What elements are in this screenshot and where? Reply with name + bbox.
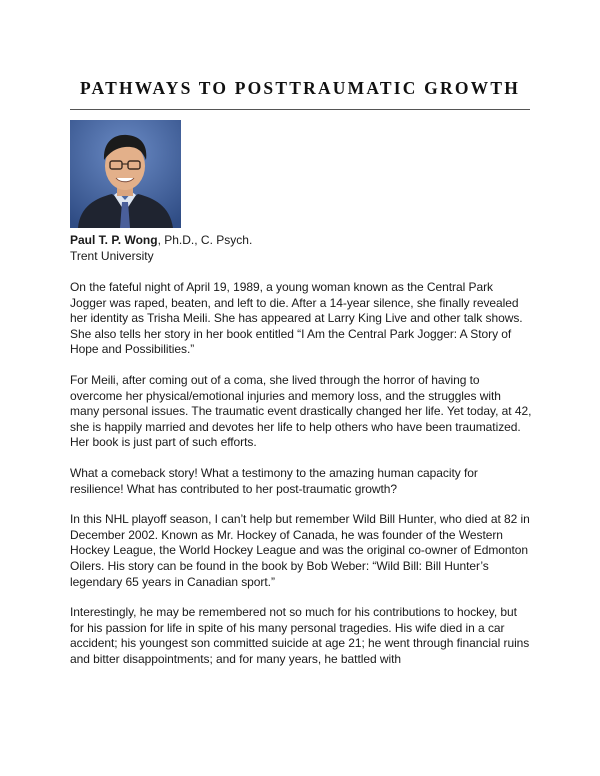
author-affiliation: Trent University [70,249,154,263]
paragraph: On the fateful night of April 19, 1989, a young woman known as the Central Park Jogger was raped, beaten, and left to die. After a 14-year silence, she finally revealed her identity as Trisha Meili. She has appeared at Larry King Live and other talk shows. She also tells her story in her book entitled “I Am the Central Park Jogger: A Story of Hope and Possibilities.” [70,280,523,357]
author-credentials: , Ph.D., C. Psych. [157,233,253,247]
article-body [70,280,532,682]
paragraph: What a comeback story! What a testimony to the amazing human capacity for resilience! What has contributed to her post-traumatic growth? [70,465,478,496]
author-photo [70,120,181,228]
title-divider [70,109,530,110]
author-name: Paul T. P. Wong [70,233,158,247]
author-byline [70,232,252,264]
paragraph: For Meili, after coming out of a coma, she lived through the horror of having to overcome her physical/emotional injuries and memory loss, and the struggles with many personal issues. The traumatic event drastically changed her life. Yet today, at 42, she is happily married and devotes her life to help others who have been traumatized. Her book is just part of such efforts. [70,372,532,450]
paragraph: Interestingly, he may be remembered not so much for his contributions to hockey, but for his passion for life in spite of his many personal tragedies. His wife died in a car accident; his youngest son committed suicide at age 21; he went through financial ruins and bitter disappointments; and for many years, he battled with [70,605,530,666]
paragraph: In this NHL playoff season, I can’t help but remember Wild Bill Hunter, who died at 82 in December 2002. Known as Mr. Hockey of Canada, he was founder of the Western Hockey League, the World Hockey League and was the original co-owner of Edmonton Oilers. His story can be found in the book by Bob Weber: “Wild Bill: Bill Hunter’s legendary 65 years in Canadian sport.” [70,512,530,589]
document-title: PATHWAYS TO POSTTRAUMATIC GROWTH [79,78,521,98]
